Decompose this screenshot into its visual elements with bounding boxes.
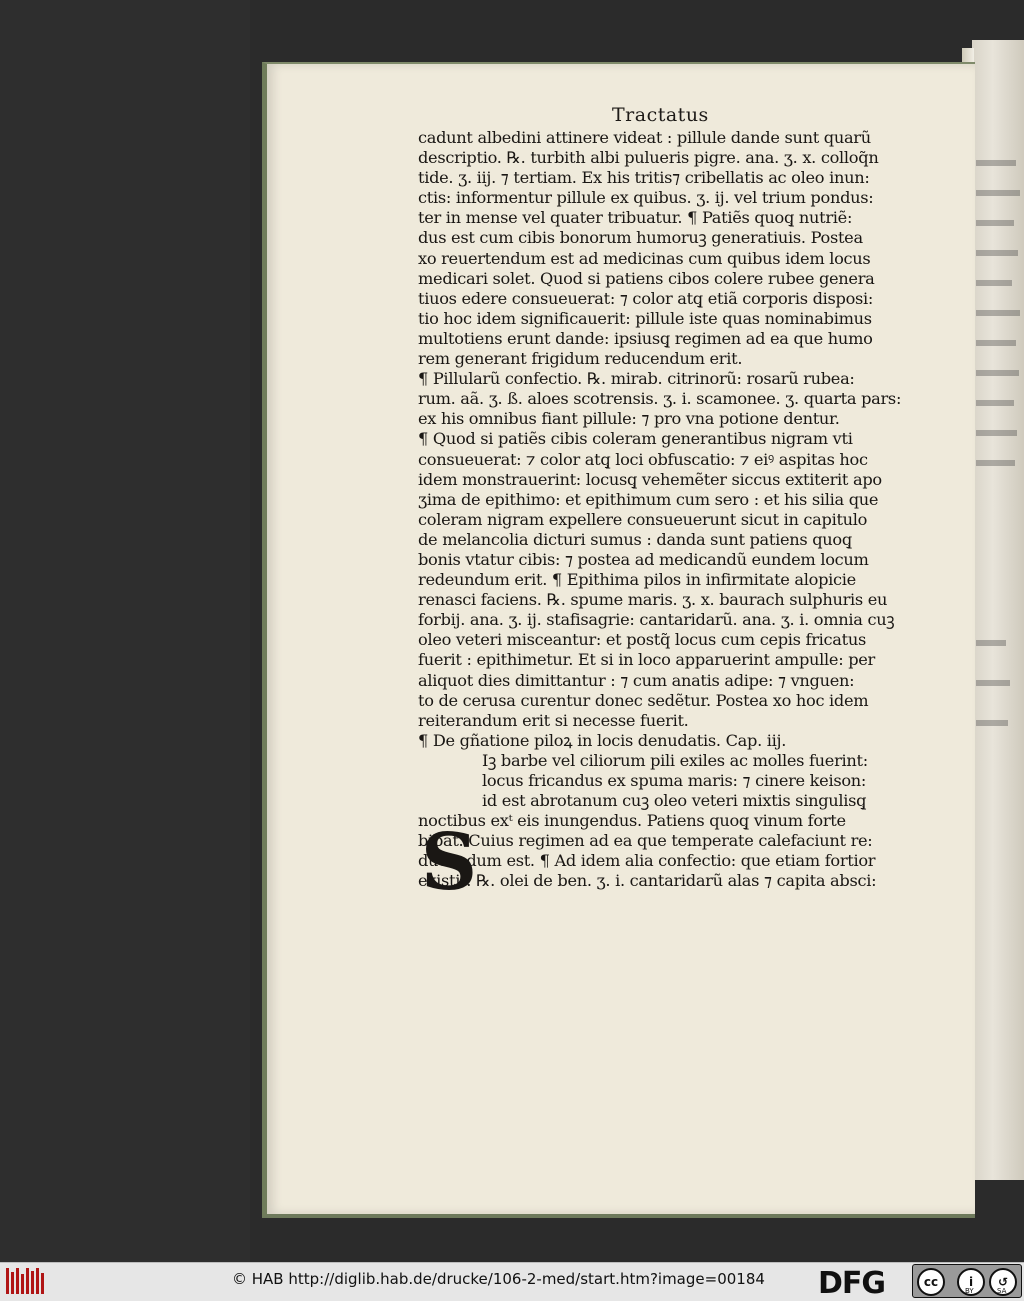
text-line: rem generant frigidum reducendum erit. <box>418 349 743 369</box>
text-line: ducendum est. ¶ Ad idem alia confectio: que etiam fortior <box>418 851 876 871</box>
text-block <box>418 128 960 892</box>
text-line: ʒima de epithimo: et epithimum cum sero : et his silia que <box>418 489 879 509</box>
text-line: noctibus exᵗ eis inungendus. Patiens quoq̧ vinum forte <box>418 811 846 831</box>
text-line: existit. ℞. olei de ben. ʒ. i. cantaridarũ alas ⁊ capita absci: <box>418 871 877 891</box>
sa-label: SA <box>997 1287 1007 1295</box>
text-line: redeundum erit. ¶ Epithima pilos in infirmitate alopicie <box>418 570 856 590</box>
text-line: dus est cum cibis bonorum humoruꝫ generatiuis. Postea <box>418 228 863 248</box>
text-line: bonis vtatur cibis: ⁊ postea ad medicandũ eundem locum <box>418 549 869 569</box>
text-line: multotiens erunt dande: ipsiusq̧ regimen ad ea que humo <box>418 328 873 348</box>
cc-icon: cc <box>917 1268 945 1296</box>
text-line: ctis: informentur pillule ex quibus. ʒ. ij. vel trium pondus: <box>418 188 874 208</box>
text-line: rum. aã. ʒ. ß. aloes scotrensis. ʒ. i. scamonee. ʒ. quarta pars: <box>418 389 902 409</box>
text-line: medicari solet. Quod si patiens cibos colere rubee genera <box>418 268 875 288</box>
text-line: forbij. ana. ʒ. ij. stafisagrie: cantaridarũ. ana. ʒ. i. omnia cuꝫ <box>418 610 895 630</box>
sa-icon: ↺ <box>989 1268 1017 1296</box>
by-label: BY <box>965 1287 974 1295</box>
text-line: de melancolia dicturi sumus : danda sunt patiens quoq̧ <box>418 529 852 549</box>
text-line: id est abrotanum cuꝫ oleo veteri mixtis singulisq̧ <box>482 791 867 811</box>
text-line: Iꝫ barbe vel ciliorum pili exiles ac molles fuerint: <box>482 750 868 770</box>
chapter-heading: ¶ De gñatione piloꝝ in locis denudatis. Cap. iij. <box>418 730 787 750</box>
text-line: ¶ Quod si patiẽs cibis coleram generantibus nigram vti <box>418 429 853 449</box>
text-line: oleo veteri misceantur: et postq̃ locus cum cepis fricatus <box>418 630 866 650</box>
text-line: descriptio. ℞. turbith albi pulueris pigre. ana. ʒ. x. colloq̃n <box>418 148 879 168</box>
text-line: consueuerat: ⁊ color atq̧ loci obfuscatio: ⁊ eiꝰ aspitas hoc <box>418 449 868 469</box>
text-line: reiterandum erit si necesse fuerit. <box>418 710 689 730</box>
dfg-logo[interactable]: DFG <box>818 1266 886 1301</box>
text-line: bibat. Cuius regimen ad ea que temperate calefaciunt re: <box>418 831 873 851</box>
text-line: idem monstrauerint: locusq̧ vehemẽter siccus extiterit apo <box>418 469 882 489</box>
hab-logo-icon[interactable] <box>6 1268 48 1294</box>
text-line: tiuos edere consueuerat: ⁊ color atq̧ etiã corporis disposi: <box>418 288 874 308</box>
by-icon: i <box>957 1268 985 1296</box>
viewer-background <box>0 0 250 1262</box>
text-line: ¶ Pillularũ confectio. ℞. mirab. citrinorũ: rosarũ rubea: <box>418 369 855 389</box>
text-line: cadunt albedini attinere videat : pillule dande sunt quarũ <box>418 128 871 147</box>
text-line: to de cerusa curentur donec sedẽtur. Postea xo hoc idem <box>418 690 869 710</box>
text-line: fuerit : epithimetur. Et si in loco apparuerint ampulle: per <box>418 650 875 670</box>
text-line: tide. ʒ. iij. ⁊ tertiam. Ex his tritis⁊ cribellatis ac oleo inun: <box>418 168 870 188</box>
text-line: ex his omnibus fiant pillule: ⁊ pro vna potione dentur. <box>418 409 840 429</box>
text-line: renasci faciens. ℞. spume maris. ʒ. x. baurach sulphuris eu <box>418 590 888 610</box>
text-line: ter in mense vel quater tribuatur. ¶ Patiẽs quoq̧ nutriẽ: <box>418 208 853 228</box>
running-head: Tractatus <box>612 104 709 126</box>
text-line: coleram nigram expellere consueuerunt sicut in capitulo <box>418 509 868 529</box>
facing-page-edge <box>972 40 1024 1180</box>
cc-license-badge[interactable] <box>912 1264 1022 1298</box>
text-line: locus fricandus ex spuma maris: ⁊ cinere keison: <box>482 771 867 790</box>
text-line: tio hoc idem significauerit: pillule iste quas nominabimus <box>418 308 872 328</box>
decorated-initial: S <box>420 817 478 908</box>
text-line: xo reuertendum est ad medicinas cum quibus idem locus <box>418 248 871 268</box>
copyright-link[interactable]: © HAB http://diglib.hab.de/drucke/106-2-med/start.htm?image=00184 <box>232 1270 765 1288</box>
text-line: aliquot dies dimittantur : ⁊ cum anatis adipe: ⁊ vnguen: <box>418 670 855 690</box>
